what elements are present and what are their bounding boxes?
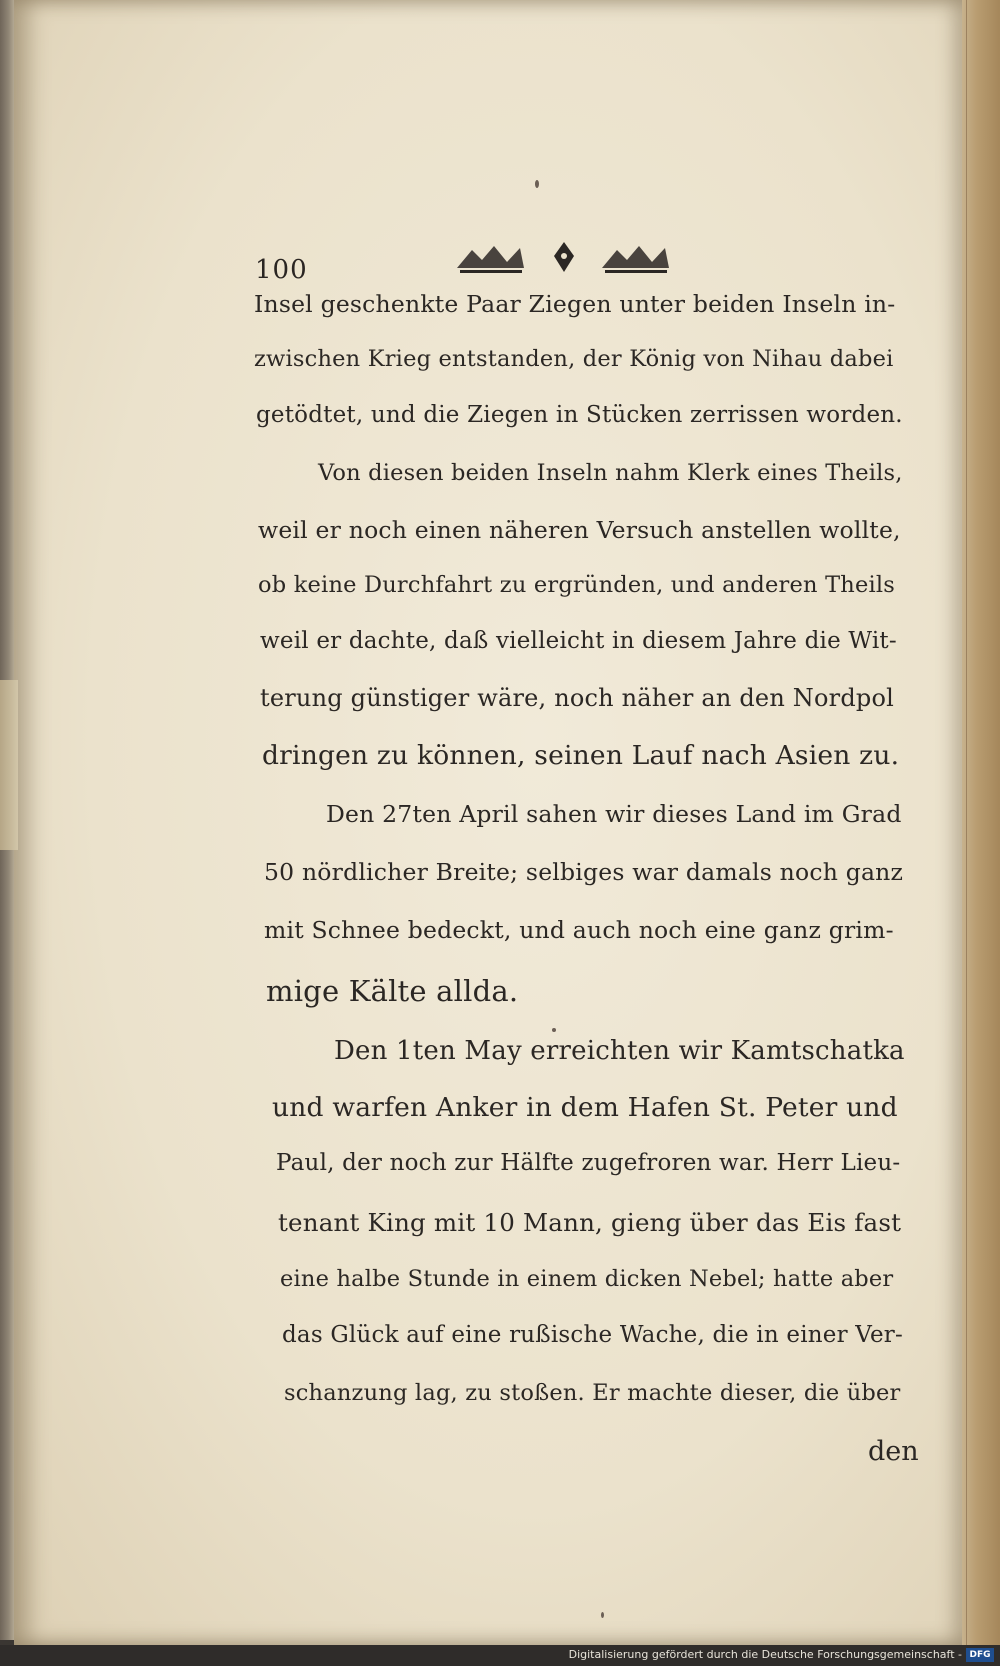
text-line: weil er dachte, daß vielleicht in diesem Jahre die Wit- (260, 628, 897, 654)
digitization-credit: Digitalisierung gefördert durch die Deutsche Forschungsgemeinschaft - (568, 1648, 962, 1661)
typographic-vignette-icon (452, 238, 692, 278)
page-edge-strip (0, 680, 18, 850)
text-line: terung günstiger wäre, noch näher an den Nordpol (260, 684, 894, 712)
text-line: schanzung lag, zu stoßen. Er machte dieser, die über (284, 1380, 901, 1406)
text-line: getödtet, und die Ziegen in Stücken zerrissen worden. (256, 402, 903, 428)
text-line: weil er noch einen näheren Versuch anstellen wollte, (258, 516, 901, 544)
paper-speck (601, 1612, 604, 1618)
text-line: Von diesen beiden Inseln nahm Klerk eines Theils, (318, 460, 903, 486)
page-number: 100 (255, 255, 308, 285)
text-line: zwischen Krieg entstanden, der König von Nihau dabei (254, 346, 894, 372)
text-line: Insel geschenkte Paar Ziegen unter beiden Inseln in- (254, 290, 896, 318)
page-fore-edge (962, 0, 1000, 1645)
text-line: eine halbe Stunde in einem dicken Nebel; hatte aber (280, 1266, 894, 1292)
text-line: 50 nördlicher Breite; selbiges war damals noch ganz (264, 858, 904, 886)
text-line: mit Schnee bedeckt, und auch noch eine ganz grim- (264, 916, 894, 944)
dfg-logo-icon: DFG (966, 1648, 994, 1662)
text-line: und warfen Anker in dem Hafen St. Peter und (272, 1092, 898, 1123)
paper-speck (552, 1028, 556, 1032)
text-line: ob keine Durchfahrt zu ergründen, und anderen Theils (258, 572, 896, 598)
catchword: den (868, 1436, 919, 1467)
text-line: mige Kälte allda. (266, 974, 519, 1008)
text-line: dringen zu können, seinen Lauf nach Asien zu. (262, 740, 900, 771)
text-line: Den 27ten April sahen wir dieses Land im Grad (326, 800, 902, 828)
text-line: Paul, der noch zur Hälfte zugefroren war. Herr Lieu- (276, 1150, 901, 1176)
text-line: tenant King mit 10 Mann, gieng über das Eis fast (278, 1208, 902, 1237)
text-line: das Glück auf eine rußische Wache, die in einer Ver- (282, 1322, 903, 1348)
paper-speck (535, 180, 539, 188)
text-line: Den 1ten May erreichten wir Kamtschatka (334, 1036, 905, 1066)
